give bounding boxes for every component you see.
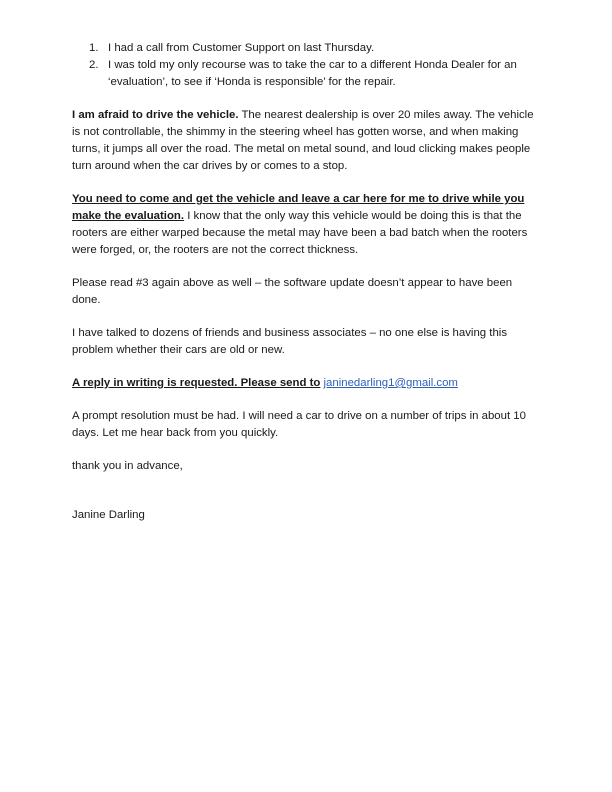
paragraph-prompt-resolution: A prompt resolution must be had. I will need a car to drive on a number of trips in about 10 days. Let me hear back from you quickly. — [72, 410, 526, 439]
signature-spacer — [72, 491, 542, 507]
letter-body — [72, 40, 542, 540]
reply-lead: A reply in writing is requested. Please send to — [72, 377, 321, 389]
paragraph-text: The nearest dealership is over 20 miles away. The vehicle is not controllable, the shimmy in the steering wheel has gotten worse, and when making turns, it jumps all over the road. The metal on metal sound, and loud clicking makes people turn around when the car drives by or comes to a stop. — [72, 109, 534, 172]
signature-name: Janine Darling — [72, 509, 145, 521]
paragraph-reply-request — [72, 375, 542, 392]
list-number: 1. — [89, 42, 99, 54]
list-item — [72, 57, 542, 91]
closing-line: thank you in advance, — [72, 460, 183, 472]
paragraph-read-3: Please read #3 again above as well – the software update doesn’t appear to have been done. — [72, 277, 513, 306]
paragraph-friends: I have talked to dozens of friends and business associates – no one else is having this problem whether their cars are old or new. — [72, 327, 508, 356]
list-text: I had a call from Customer Support on last Thursday. — [108, 42, 375, 54]
paragraph-text: I know that the only way this vehicle would be doing this is that the rooters are either warped because the metal may have been a bad batch when the rooters were forged, or, the rooters are not the correct thickness. — [72, 210, 528, 256]
paragraph-afraid — [72, 107, 542, 175]
list-text: I was told my only recourse was to take the car to a different Honda Dealer for an ‘evaluation’, to see if ‘Honda is responsible’ for the repair. — [108, 59, 517, 88]
email-link[interactable]: janinedarling1@gmail.com — [323, 377, 458, 389]
paragraph-lead: I am afraid to drive the vehicle. — [72, 109, 239, 121]
paragraph-lead: You need to come and get the vehicle and leave a car here for me to drive while you make the evaluation. — [72, 193, 525, 222]
list-number: 2. — [89, 59, 99, 71]
paragraph-come-get-vehicle — [72, 191, 542, 259]
numbered-list — [72, 40, 542, 91]
list-item — [72, 40, 542, 57]
